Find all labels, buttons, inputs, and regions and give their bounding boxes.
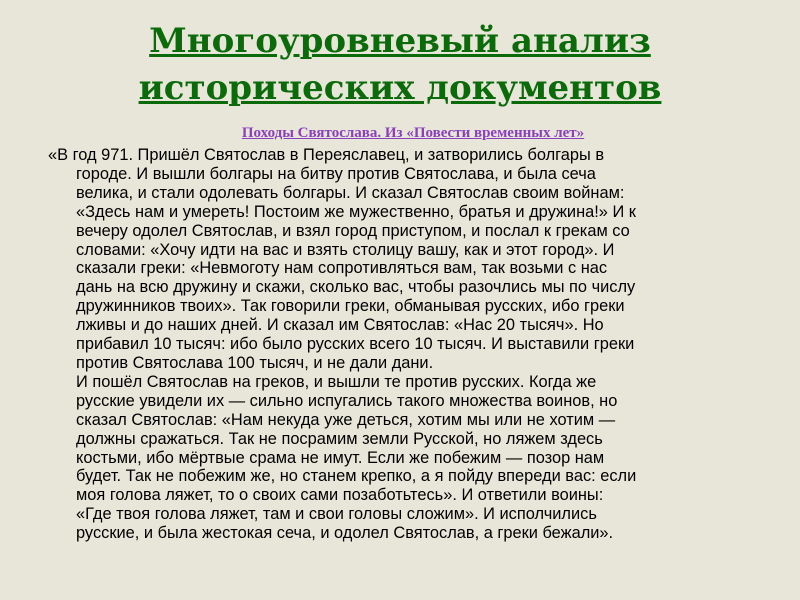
text-line: дружинников твоих». Так говорили греки, обманывая русских, ибо греки <box>76 297 625 316</box>
paragraph-1 <box>48 146 780 373</box>
text-line: «Где твоя голова ляжет, там и свои головы сложим». И исполчились <box>76 505 597 524</box>
text-line: сказали греки: «Невмоготу нам сопротивляться вам, так возьми с нас <box>76 259 608 278</box>
text-line: лживы и до наших дней. И сказал им Святослав: «Нас 20 тысяч». Но <box>76 316 604 335</box>
text-line: вечеру одолел Святослав, и взял город приступом, и послал к грекам со <box>76 221 630 240</box>
text-line: «Здесь нам и умереть! Постоим же мужественно, братья и дружина!» И к <box>76 202 636 221</box>
text-line: против Святослава 100 тысяч, и не дали дани. <box>76 353 434 372</box>
text-line: дань на всю дружину и скажи, сколько вас, чтобы разочлись мы по числу <box>76 278 636 297</box>
paragraph-2 <box>48 373 780 543</box>
slide-title-line-1: Многоуровневый анализ <box>149 21 651 61</box>
text-line: русские увидели их — сильно испугались такого множества воинов, но <box>76 391 618 410</box>
document-source-link[interactable]: Походы Святослава. Из «Повести временных лет» <box>241 125 585 141</box>
text-line: И пошёл Святослав на греков, и вышли те против русских. Когда же <box>76 372 597 391</box>
text-line: сказал Святослав: «Нам некуда уже деться, хотим мы или не хотим — <box>76 410 616 429</box>
slide-title-line-2: исторических документов <box>138 68 662 108</box>
text-line: словами: «Хочу идти на вас и взять столицу вашу, как и этот город». И <box>76 240 615 259</box>
text-line: костьми, ибо мёртвые срама не имут. Если же побежим — позор нам <box>76 448 605 467</box>
slide-title <box>0 18 800 112</box>
text-line: должны сражаться. Так не посрамим земли Русской, но ляжем здесь <box>76 429 603 448</box>
text-line: велика, и стали одолевать болгары. И сказал Святослав своим войнам: <box>76 183 625 202</box>
document-text <box>48 146 780 543</box>
text-line: моя голова ляжет, то о своих сами позаботьтесь». И ответили воины: <box>76 486 604 505</box>
text-line: городе. И вышли болгары на битву против Святослава, и была сеча <box>76 164 596 183</box>
text-line: «В год 971. Пришёл Святослав в Переяславец, и затворились болгары в <box>48 146 605 164</box>
text-line: русские, и была жестокая сеча, и одолел Святослав, а греки бежали». <box>76 524 614 543</box>
text-line: будет. Так не побежим же, но станем крепко, а я пойду впереди вас: если <box>76 467 637 486</box>
text-line: прибавил 10 тысяч: ибо было русских всего 10 тысяч. И выставили греки <box>76 335 635 354</box>
